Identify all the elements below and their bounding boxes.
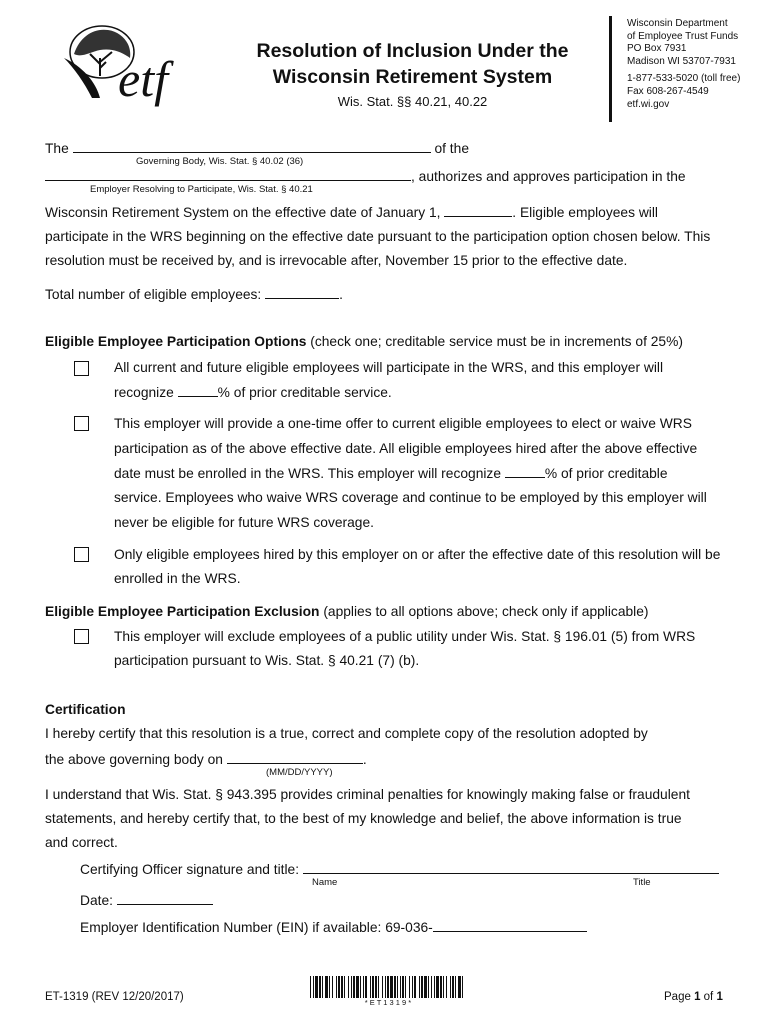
- exclusion-heading-text: Eligible Employee Participation Exclusion: [45, 604, 320, 619]
- the-text: The: [45, 141, 69, 156]
- title-block: [235, 38, 590, 109]
- etf-logo: [60, 18, 210, 108]
- certification-heading: Certification: [45, 702, 126, 717]
- exclusion-line1: This employer will exclude employees of a public utility under Wis. Stat. § 196.01 (5) from WRS: [114, 629, 696, 644]
- option1-text: % of prior creditable service.: [217, 385, 392, 400]
- option1-line2: [114, 383, 392, 402]
- page-title-line1: Resolution of Inclusion Under the: [256, 40, 569, 62]
- option2-percent-field[interactable]: [505, 464, 545, 478]
- page-of: of: [700, 991, 717, 1003]
- option1-line1: All current and future eligible employees will participate in the WRS, and this employer will: [114, 360, 664, 375]
- page-subtitle: Wis. Stat. §§ 40.21, 40.22: [337, 94, 488, 109]
- certification-line5: and correct.: [45, 835, 118, 850]
- option1-checkbox[interactable]: [74, 361, 89, 376]
- title-label: Title: [633, 877, 651, 888]
- effective-year-field[interactable]: [444, 203, 512, 217]
- dept-fax: Fax 608-267-4549: [627, 85, 709, 97]
- exclusion-line2: participation pursuant to Wis. Stat. § 40.21 (7) (b).: [114, 653, 420, 668]
- date-field[interactable]: [117, 891, 213, 905]
- option2-line1: This employer will provide a one-time offer to current eligible employees to elect or waive WRS: [114, 416, 692, 431]
- option3-line1: Only eligible employees hired by this employer on or after the effective date of this resolution will be: [114, 547, 721, 562]
- option2-text: date must be enrolled in the WRS. This employer will recognize: [114, 466, 501, 481]
- barcode-digits: [308, 998, 468, 1007]
- exclusion-heading-note: (applies to all options above; check only if applicable): [319, 604, 649, 619]
- total-employees-field[interactable]: [265, 285, 339, 299]
- department-address: [627, 18, 740, 111]
- governing-body-label: Governing Body, Wis. Stat. § 40.02 (36): [136, 156, 304, 167]
- page-title-line2: Wisconsin Retirement System: [272, 66, 553, 88]
- date-format-label: (MM/DD/YYYY): [266, 767, 333, 778]
- employer-label: Employer Resolving to Participate, Wis. Stat. § 40.21: [90, 184, 313, 195]
- exclusion-heading: [45, 603, 649, 621]
- option1-text: recognize: [114, 385, 174, 400]
- exclusion-checkbox[interactable]: [74, 629, 89, 644]
- ein-prefix: 69-036-: [385, 920, 433, 935]
- barcode-digits-text: * E T 1 3 1 9 *: [364, 998, 412, 1007]
- certification-line2: the above governing body on .: [45, 752, 367, 767]
- intro-text: Wisconsin Retirement System on the effective date of January 1,: [45, 205, 441, 220]
- signature-field[interactable]: [303, 860, 719, 874]
- total-employees-label: Total number of eligible employees:: [45, 287, 262, 302]
- dept-line: PO Box 7931: [627, 43, 687, 55]
- adoption-date-field[interactable]: [227, 750, 363, 764]
- ein-line: [80, 918, 587, 937]
- header-divider: [609, 16, 612, 122]
- governing-body-field[interactable]: [73, 139, 431, 153]
- option2-line2: participation as of the above effective date. All eligible employees hired after the above effective: [114, 441, 698, 456]
- option2-line3: [114, 464, 668, 483]
- barcode: [308, 976, 468, 998]
- options-heading-text: Eligible Employee Participation Options: [45, 334, 307, 349]
- page-total: 1: [716, 991, 723, 1003]
- signature-label: Certifying Officer signature and title:: [80, 862, 300, 877]
- total-employees-line: Total number of eligible employees: .: [45, 287, 343, 302]
- dept-line: Wisconsin Department: [627, 18, 728, 29]
- option2-line4: service. Employees who waive WRS coverage and continue to be employed by this employer will: [114, 490, 707, 505]
- intro-paragraph-line2: participate in the WRS beginning on the effective date pursuant to the participation option chosen below. This: [45, 229, 711, 244]
- option3-line2: enrolled in the WRS.: [114, 571, 241, 586]
- employer-field[interactable]: [45, 167, 411, 181]
- dept-phone: 1-877-533-5020 (toll free): [627, 73, 741, 85]
- ein-field[interactable]: [433, 918, 587, 932]
- certification-line1: I hereby certify that this resolution is a true, correct and complete copy of the resolution adopted by: [45, 726, 648, 741]
- form-id: ET-1319 (REV 12/20/2017): [45, 991, 184, 1003]
- logo-text: etf: [118, 51, 168, 107]
- certification-text: the above governing body on: [45, 752, 223, 767]
- option2-checkbox[interactable]: [74, 416, 89, 431]
- certification-line4: statements, and hereby certify that, to the best of my knowledge and belief, the above information is true: [45, 811, 682, 826]
- dept-web: etf.wi.gov: [627, 98, 670, 110]
- date-label: Date:: [80, 893, 113, 908]
- dept-line: of Employee Trust Funds: [627, 30, 739, 42]
- option1-percent-field[interactable]: [178, 383, 218, 397]
- options-heading-note: (check one; creditable service must be in increments of 25%): [306, 334, 683, 349]
- page-number: [664, 991, 723, 1003]
- option3-checkbox[interactable]: [74, 547, 89, 562]
- option2-text: % of prior creditable: [544, 466, 668, 481]
- intro-text: . Eligible employees will: [512, 205, 658, 220]
- dept-line: Madison WI 53707-7931: [627, 55, 736, 67]
- name-label: Name: [312, 877, 338, 888]
- ein-label: Employer Identification Number (EIN) if available:: [80, 920, 382, 935]
- of-the-text: of the: [434, 141, 469, 156]
- intro-paragraph-line1: [45, 203, 658, 222]
- date-line: [80, 891, 213, 910]
- intro-paragraph-line3: resolution must be received by, and is irrevocable after, November 15 prior to the effective date.: [45, 253, 628, 268]
- options-heading: [45, 333, 683, 351]
- authorizes-text: , authorizes and approves participation in the: [411, 169, 686, 184]
- page-word: Page: [664, 991, 695, 1003]
- certification-line3: I understand that Wis. Stat. § 943.395 provides criminal penalties for knowingly making false or fraudulent: [45, 787, 690, 802]
- signature-line: [80, 860, 719, 879]
- page-num: 1: [694, 991, 701, 1003]
- option2-line5: never be eligible for future WRS coverage.: [114, 515, 374, 530]
